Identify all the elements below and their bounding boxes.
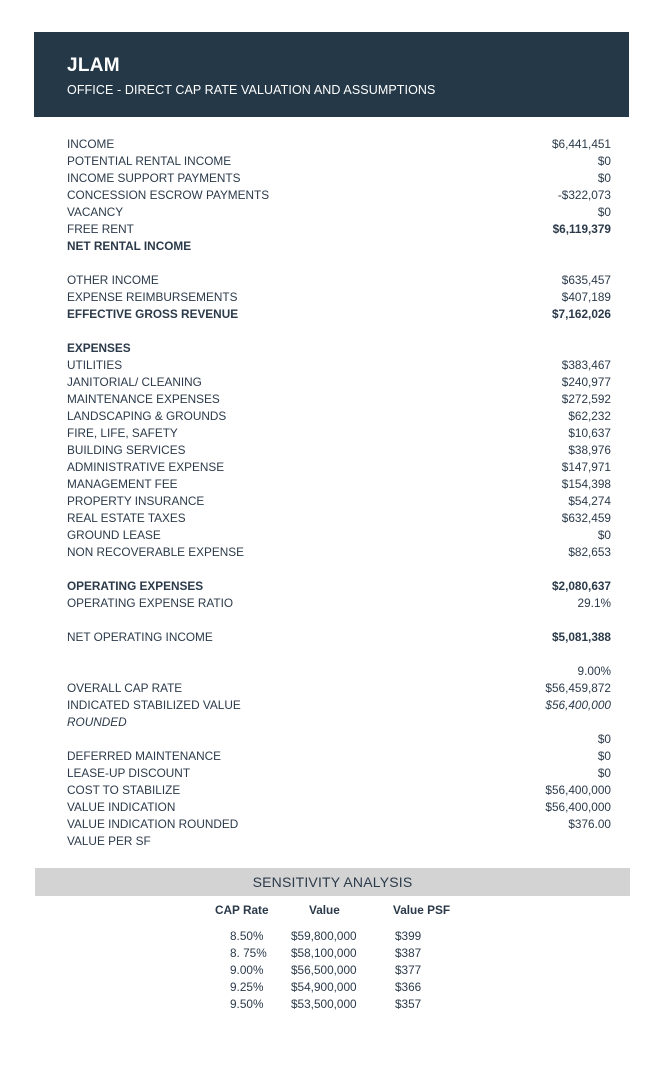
line-value: $272,592	[561, 392, 611, 406]
line-label: MAINTENANCE EXPENSES	[67, 392, 220, 406]
line-item	[67, 425, 611, 442]
line-item	[67, 544, 611, 561]
line-item	[67, 595, 611, 612]
line-item	[67, 476, 611, 493]
line-item	[67, 442, 611, 459]
line-item	[67, 323, 611, 340]
line-item	[67, 765, 611, 782]
line-label: INCOME SUPPORT PAYMENTS	[67, 171, 241, 185]
line-label: OVERALL CAP RATE	[67, 681, 183, 695]
report-header	[34, 32, 629, 117]
line-item	[67, 629, 611, 646]
line-value: $54,274	[568, 494, 611, 508]
line-label: JANITORIAL/ CLEANING	[67, 375, 202, 389]
sensitivity-table	[0, 902, 663, 1011]
line-item	[67, 527, 611, 544]
line-label: VALUE PER SF	[67, 834, 151, 848]
line-item	[67, 680, 611, 697]
line-value: $147,971	[561, 460, 611, 474]
line-value: $6,119,379	[552, 222, 611, 236]
line-item	[67, 238, 611, 255]
sensitivity-body	[0, 928, 663, 1013]
line-value: -$322,073	[557, 188, 611, 202]
sensitivity-row	[0, 996, 663, 1013]
line-item	[67, 833, 611, 850]
line-item	[67, 306, 611, 323]
value-psf-cell: $357	[395, 997, 422, 1011]
line-item	[67, 799, 611, 816]
header-value-psf: Value PSF	[393, 903, 451, 917]
line-item	[67, 221, 611, 238]
line-value: $56,459,872	[545, 681, 611, 695]
line-value: $7,162,026	[551, 307, 611, 321]
line-item	[67, 357, 611, 374]
line-label: REAL ESTATE TAXES	[67, 511, 186, 525]
sensitivity-row	[0, 979, 663, 996]
line-label: DEFERRED MAINTENANCE	[67, 749, 222, 763]
line-value: $632,459	[561, 511, 611, 525]
line-item	[67, 136, 611, 153]
cap-rate-cell: 9.25%	[230, 980, 264, 994]
line-item	[67, 153, 611, 170]
line-value: 9.00%	[577, 664, 611, 678]
line-label: VACANCY	[67, 205, 124, 219]
line-label: NET OPERATING INCOME	[67, 630, 213, 644]
line-value: $0	[597, 732, 611, 746]
line-item	[67, 510, 611, 527]
line-item	[67, 391, 611, 408]
line-item	[67, 731, 611, 748]
line-item	[67, 782, 611, 799]
sensitivity-row	[0, 962, 663, 979]
line-label: BUILDING SERVICES	[67, 443, 186, 457]
line-item	[67, 374, 611, 391]
line-item	[67, 459, 611, 476]
line-value: $2,080,637	[551, 579, 611, 593]
line-value: $56,400,000	[545, 800, 611, 814]
line-item	[67, 187, 611, 204]
line-label: PROPERTY INSURANCE	[67, 494, 205, 508]
line-label: VALUE INDICATION ROUNDED	[67, 817, 239, 831]
line-value: $10,637	[568, 426, 611, 440]
sensitivity-row	[0, 945, 663, 962]
line-value: $0	[597, 528, 611, 542]
line-value: $6,441,451	[551, 137, 611, 151]
line-label: MANAGEMENT FEE	[67, 477, 178, 491]
line-label: NET RENTAL INCOME	[67, 239, 192, 253]
value-cell: $53,500,000	[291, 997, 357, 1011]
cap-rate-cell: 8.50%	[230, 929, 264, 943]
line-label: GROUND LEASE	[67, 528, 161, 542]
line-item	[67, 714, 611, 731]
line-label: CONCESSION ESCROW PAYMENTS	[67, 188, 270, 202]
line-item	[67, 408, 611, 425]
value-cell: $58,100,000	[291, 946, 357, 960]
line-label: OTHER INCOME	[67, 273, 159, 287]
line-value: $0	[597, 749, 611, 763]
report-subtitle: OFFICE - DIRECT CAP RATE VALUATION AND ASSUMPTIONS	[67, 83, 436, 97]
line-value: $62,232	[568, 409, 611, 423]
line-label: OPERATING EXPENSE RATIO	[67, 596, 234, 610]
line-label: LEASE-UP DISCOUNT	[67, 766, 191, 780]
value-psf-cell: $366	[395, 980, 422, 994]
line-label: EFFECTIVE GROSS REVENUE	[67, 307, 239, 321]
line-value: $154,398	[561, 477, 611, 491]
line-item	[67, 646, 611, 663]
line-value: $383,467	[561, 358, 611, 372]
line-value: $0	[597, 766, 611, 780]
line-label: UTILITIES	[67, 358, 123, 372]
header-value: Value	[309, 903, 340, 917]
value-psf-cell: $387	[395, 946, 422, 960]
line-label: FIRE, LIFE, SAFETY	[67, 426, 178, 440]
value-cell: $56,500,000	[291, 963, 357, 977]
sensitivity-header-row	[0, 902, 663, 919]
line-label: NON RECOVERABLE EXPENSE	[67, 545, 245, 559]
line-label: EXPENSE REIMBURSEMENTS	[67, 290, 238, 304]
line-label: VALUE INDICATION	[67, 800, 176, 814]
line-item	[67, 748, 611, 765]
line-item	[67, 493, 611, 510]
line-label: ADMINISTRATIVE EXPENSE	[67, 460, 225, 474]
line-value: $407,189	[561, 290, 611, 304]
line-label: POTENTIAL RENTAL INCOME	[67, 154, 232, 168]
sensitivity-title: SENSITIVITY ANALYSIS	[35, 868, 630, 896]
line-value: $0	[597, 205, 611, 219]
line-value: $56,400,000	[545, 698, 611, 712]
line-label: EXPENSES	[67, 341, 131, 355]
line-item	[67, 663, 611, 680]
line-value: 29.1%	[577, 596, 611, 610]
value-psf-cell: $377	[395, 963, 422, 977]
cap-rate-cell: 9.50%	[230, 997, 264, 1011]
cap-rate-cell: 9.00%	[230, 963, 264, 977]
header-cap-rate: CAP Rate	[215, 903, 269, 917]
value-psf-cell: $399	[395, 929, 422, 943]
line-value: $38,976	[568, 443, 611, 457]
line-label: OPERATING EXPENSES	[67, 579, 204, 593]
line-item	[67, 272, 611, 289]
line-value: $240,977	[561, 375, 611, 389]
line-label: INDICATED STABILIZED VALUE	[67, 698, 241, 712]
line-item	[67, 561, 611, 578]
line-label: ROUNDED	[67, 715, 127, 729]
line-item	[67, 340, 611, 357]
value-cell: $54,900,000	[291, 980, 357, 994]
line-item	[67, 255, 611, 272]
line-label: COST TO STABILIZE	[67, 783, 181, 797]
line-item	[67, 697, 611, 714]
line-label: INCOME	[67, 137, 115, 151]
sensitivity-row	[0, 928, 663, 945]
valuation-lines	[67, 136, 611, 850]
line-value: $56,400,000	[545, 783, 611, 797]
line-label: FREE RENT	[67, 222, 134, 236]
line-item	[67, 170, 611, 187]
line-value: $0	[597, 154, 611, 168]
line-item	[67, 289, 611, 306]
line-value: $5,081,388	[551, 630, 611, 644]
line-item	[67, 816, 611, 833]
line-value: $82,653	[568, 545, 611, 559]
company-name: JLAM	[67, 55, 120, 76]
cap-rate-cell: 8. 75%	[230, 946, 267, 960]
line-label: LANDSCAPING & GROUNDS	[67, 409, 227, 423]
line-item	[67, 204, 611, 221]
line-value: $0	[597, 171, 611, 185]
line-item	[67, 612, 611, 629]
value-cell: $59,800,000	[291, 929, 357, 943]
line-value: $376.00	[568, 817, 611, 831]
line-item	[67, 578, 611, 595]
line-value: $635,457	[561, 273, 611, 287]
